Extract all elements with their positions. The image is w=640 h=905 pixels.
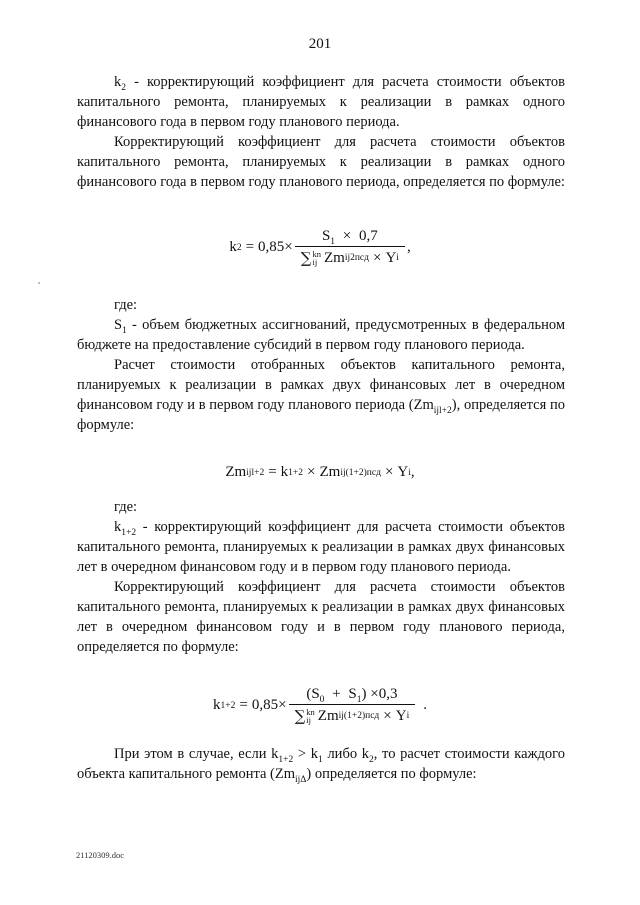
paragraph-k2-formula-intro: Корректирующий коэффициент для расчета стоимости объектов капитального ремонта, планируемых к реализации в рамках одного финансового года в первом году планового периода, определяется по формуле: — [77, 134, 565, 190]
margin-mark — [38, 282, 40, 284]
where-label-2: где: — [114, 499, 138, 515]
paragraph-k2-definition: $k_2$ - корректирующий коэффициент для расчета стоимости объектов капитального ремонта, планируемых к реализации в рамках одного финансового года в первом году планового периода. — [77, 74, 565, 130]
paragraph-zm-intro: Расчет стоимости отобранных объектов капитального ремонта, планируемых к реализации в рамках двух финансовых лет в очередном финансовом году и в первом году планового периода $(Zm_{ijl+2})$, определяется по формуле: — [77, 357, 565, 433]
text-block-1 — [77, 72, 565, 192]
fraction-numerator: $(S_0 + S_1) \times 0,3$ — [306, 686, 398, 705]
paragraph-condition: При этом в случае, если $k_{1+2} > k_1$ либо $k_2$, то расчет стоимости каждого объекта капитального ремонта $(Zm_{ij\Delta})$ определяется по формуле: — [77, 746, 565, 785]
fraction-denominator: ∑ kn ij Zm ij(1+2)псд × Y i — [289, 704, 416, 725]
where-label-1: где: — [114, 297, 138, 313]
formula-k12: k 1+2 = 0,85 × $(S_0 + S_1) \times 0,3$ ∑ kn ij Zm ij(1+2)псд × Y i . — [213, 686, 427, 725]
formula-k2: k 2 = 0,85 × $S_1 \times 0,7$ ∑ kn ij Zm ij2псд × Y i , — [229, 228, 411, 267]
page-number: 201 — [308, 36, 332, 52]
fraction-k12 — [289, 686, 416, 725]
fraction-denominator: ∑ kn ij Zm ij2псд × Y i — [295, 246, 405, 267]
fraction-k2 — [295, 228, 405, 267]
paragraph-k12-definition: $k_{1+2}$ - корректирующий коэффициент для расчета стоимости объектов капитального ремонта, планируемых к реализации в рамках двух финансовых лет в очередном финансовом году и в первом году планового периода. — [77, 519, 565, 575]
paragraph-s1-definition: $S_1$ - объем бюджетных ассигнований, предусмотренных в федеральном бюджете на предоставление субсидий в первом году планового периода. — [77, 317, 565, 353]
formula-zm: Zm ijl+2 = k 1+2 × Zm ij(1+2)псд × Y i , — [225, 464, 415, 480]
fraction-numerator: $S_1 \times 0,7$ — [321, 228, 378, 247]
paragraph-k12-formula-intro: Корректирующий коэффициент для расчета стоимости объектов капитального ремонта, планируемых к реализации в рамках двух финансовых лет в очередном финансовом году и в первом году планового периода, определяется по формуле: — [77, 579, 565, 655]
text-block-2 — [77, 295, 565, 435]
footer-filename: 21120309.doc — [76, 850, 125, 860]
text-block-3 — [77, 497, 565, 657]
text-block-4 — [77, 744, 565, 784]
